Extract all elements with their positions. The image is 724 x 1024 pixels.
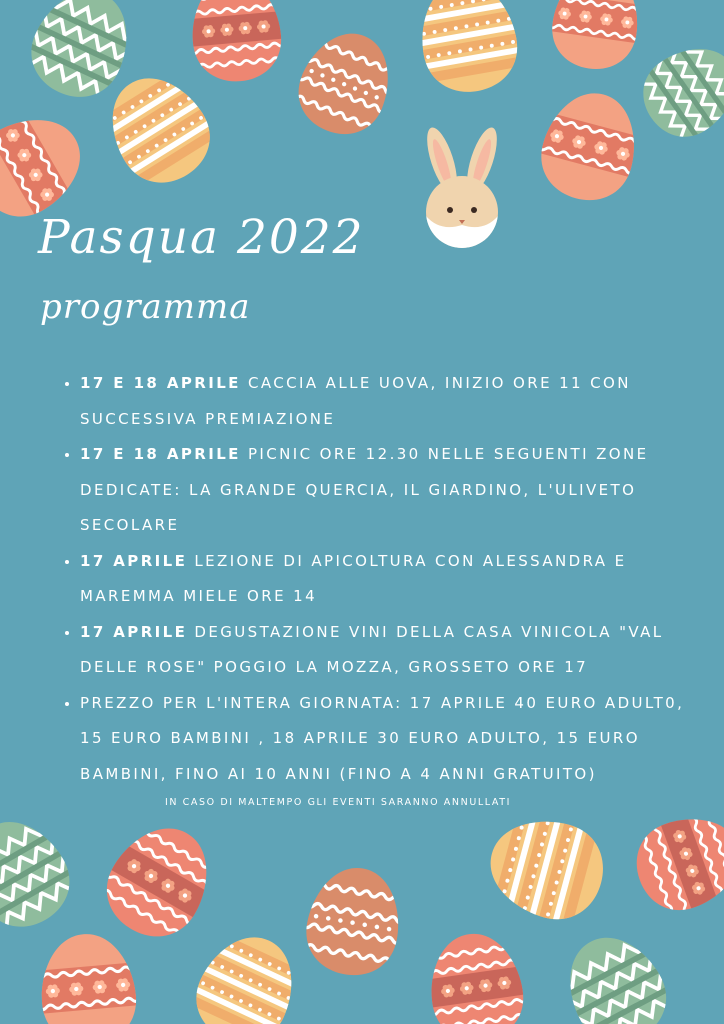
program-item: [80, 615, 690, 686]
poster-subtitle: programma: [40, 287, 251, 327]
program-item-date: 17 E 18 APRILE: [80, 374, 241, 392]
program-item-text: DEGUSTAZIONE VINI DELLA CASA VINICOLA "VAL DELLE ROSE" POGGIO LA MOZZA, GROSSETO ORE 17: [80, 622, 664, 676]
easter-egg: [288, 859, 426, 986]
program-item-date: 17 APRILE: [80, 622, 188, 641]
easter-egg: [621, 793, 724, 939]
easter-egg: [412, 925, 547, 1024]
program-item-text: CACCIA ALLE UOVA, INIZIO ORE 11 CON SUCCESSIVA PREMIAZIONE: [80, 374, 631, 428]
easter-egg: [172, 917, 321, 1024]
program-item-date: 17 E 18 APRILE: [80, 445, 241, 463]
program-item-date: 17 APRILE: [80, 551, 188, 570]
easter-egg: [622, 21, 724, 160]
program-item: [80, 366, 690, 437]
program-item: [80, 544, 690, 615]
program-item: [80, 437, 690, 544]
easter-egg: [0, 798, 95, 948]
easter-egg: [25, 928, 160, 1024]
program-item-text: PICNIC ORE 12.30 NELLE SEGUENTI ZONE DEDICATE: LA GRANDE QUERCIA, IL GIARDINO, L'ULIVETO SECOLARE: [80, 445, 649, 534]
price-text: PREZZO PER L'INTERA GIORNATA: 17 APRILE 40 EURO ADULT0, 15 EURO BAMBINI , 18 APRILE 30 EURO ADULTO, 15 EURO BAMBINI, FINO AI 10 ANNI (FINO A 4 ANNI GRATUITO): [80, 693, 685, 783]
easter-egg: [537, 0, 662, 77]
easter-egg: [401, 0, 536, 101]
program-item-text: LEZIONE DI APICOLTURA CON ALESSANDRA E MAREMMA MIELE ORE 14: [80, 551, 627, 605]
easter-egg: [276, 16, 421, 153]
easter-egg: [540, 915, 691, 1024]
easter-egg: [476, 796, 616, 941]
weather-notice: IN CASO DI MALTEMPO GLI EVENTI SARANNO ANNULLATI: [164, 797, 512, 808]
price-item: [80, 686, 690, 793]
easter-egg: [177, 0, 303, 86]
bunny-icon: [421, 124, 503, 250]
program-list: [62, 366, 690, 792]
poster-title: Pasqua 2022: [38, 210, 365, 265]
easter-egg: [81, 804, 245, 963]
